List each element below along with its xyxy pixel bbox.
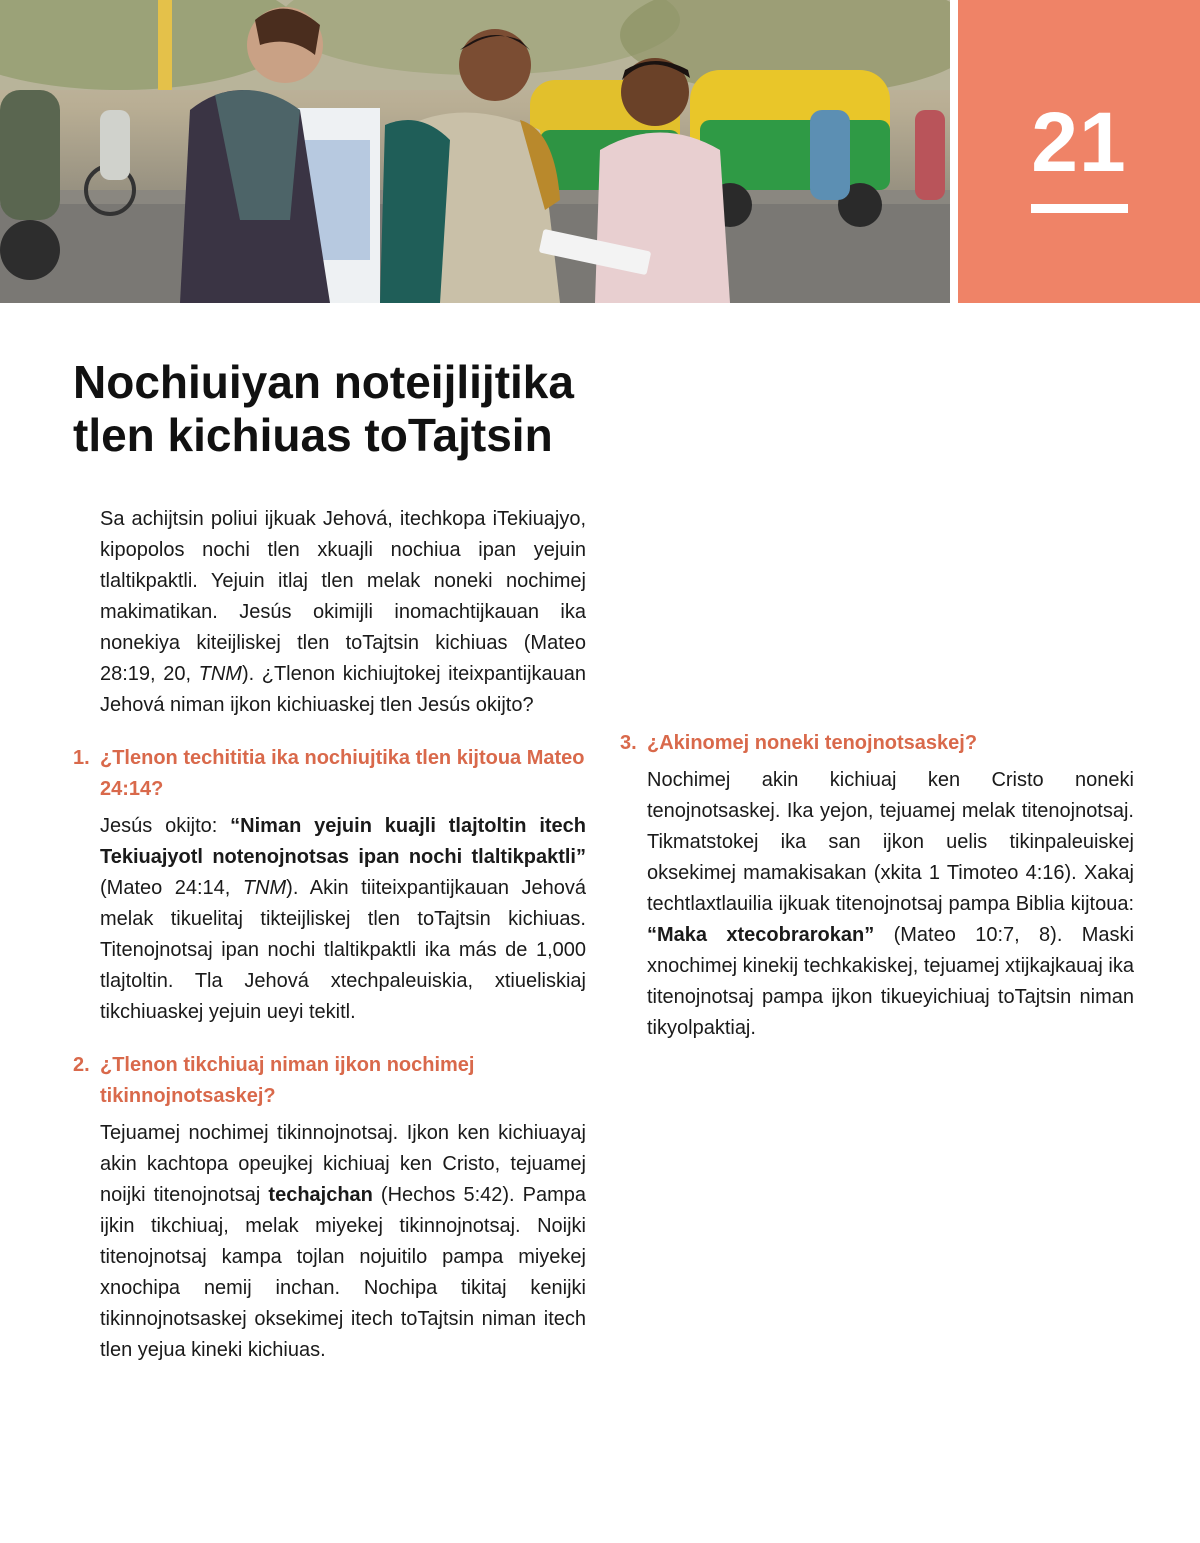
answer-3-text-2: (Mateo 10:7, 8). Maski xnochimej kinekij techkakiskej, tejuamej xtijkajkauaj ika titenojnotsaj pampa ijkon tikueyichiuaj toTajtsin niman tikyolpaktiaj. (647, 924, 1134, 1039)
question-3-number: 3. (620, 732, 637, 754)
question-1-number: 1. (73, 747, 90, 769)
answer-2-text-1: Tejuamej nochimej tikinnojnotsaj. Ijkon ken kichiuayaj akin kachtopa opeujkej kichiuaj ken Cristo, tejuamej noijki titenojnotsaj (100, 1122, 586, 1206)
answer-3-text-1: Nochimej akin kichiuaj ken Cristo noneki tenojnotsaskej. Ika yejon, tejuamej melak titenojnotsaj. Tikmatstokej ika san ijkon uelis tikinpaleuiskej oksekimej mamakisakan (xkita 1 Timoteo 4:16). Xakaj techtlaxtlauilia ijkuak titenojnotsaj pampa Biblia kijtoua: (647, 769, 1134, 915)
intro-text-1: Sa achijtsin poliui ijkuak Jehová, itechkopa iTekiuajyo, kipopolos nochi tlen xkuajli nochiua ipan yejuin tlaltikpaktli. Yejuin itlaj tlen melak noneki nochimej makimatikan. Jesús okimijli inomachtijkauan ika nonekiya kiteijliskej tlen toTajtsin kichiuas (Mateo 28:19, 20, (100, 508, 586, 685)
page-title (73, 356, 773, 462)
intro-abbrev: TNM (198, 663, 242, 685)
answer-1-paragraph (100, 811, 586, 1028)
lesson-number: 21 (1031, 95, 1127, 189)
answer-2-text-2: (Hechos 5:42). Pampa ijkin tikchiuaj, melak miyekej tikinnojnotsaj. Noijki titenojnotsaj kampa tojlan nojuitilo pampa miyekej xnochipa nemij inchan. Nochipa tikitaj kenijki tikinnojnotsaskej oksekimej itech toTajtsin niman itech tlen yejua kineki kichiuas. (100, 1184, 586, 1361)
answer-1-abbrev: TNM (242, 877, 287, 899)
answer-1-text-3: ). Akin tiiteixpantijkauan Jehová melak tikuelitaj tikteijliskej tlen toTajtsin kichiuas. Titenojnotsaj ipan nochi tlaltikpaktli ika más de 1,000 tlajtoltin. Tla Jehová xtechpaleuiskia, xtiueliskiaj tikchiuaskej yejuin ueyi tekitl. (100, 877, 586, 1023)
answer-2-paragraph (100, 1118, 586, 1366)
street-scene-illustration (0, 0, 950, 303)
lesson-number-block (958, 0, 1200, 303)
intro-paragraph (100, 504, 586, 721)
question-2-number: 2. (73, 1054, 90, 1076)
question-1 (73, 743, 586, 805)
question-3-text: ¿Akinomej noneki tenojnotsaskej? (647, 732, 978, 754)
answer-1-quote: “Niman yejuin kuajli tlajtoltin itech Tekiuajyotl notenojnotsas ipan nochi tlaltikpaktli” (100, 815, 587, 868)
header-photo (0, 0, 950, 303)
lesson-number-underline (1031, 204, 1128, 213)
page-title-line-1: Nochiuiyan noteijlijtika (73, 356, 574, 408)
answer-2-bold: techajchan (268, 1184, 373, 1206)
question-2 (73, 1050, 586, 1112)
answer-3-quote: “Maka xtecobrarokan” (647, 924, 875, 946)
question-2-text: ¿Tlenon tikchiuaj niman ijkon nochimej tikinnojnotsaskej? (100, 1054, 475, 1107)
answer-3-paragraph (647, 765, 1134, 1044)
page-title-line-2: tlen kichiuas toTajtsin (73, 409, 553, 461)
right-column (620, 504, 1134, 1044)
answer-1-text-2: (Mateo 24:14, (100, 877, 243, 899)
question-1-text: ¿Tlenon techititia ika nochiujtika tlen kijtoua Mateo 24:14? (100, 747, 585, 800)
intro-text-2: ). ¿Tlenon kichiujtokej iteixpantijkauan Jehová niman ijkon kichiuaskej tlen Jesús okijto? (100, 663, 586, 716)
question-3 (620, 728, 1134, 759)
answer-1-text-1: Jesús okijto: (100, 815, 231, 837)
left-column (73, 504, 586, 1366)
